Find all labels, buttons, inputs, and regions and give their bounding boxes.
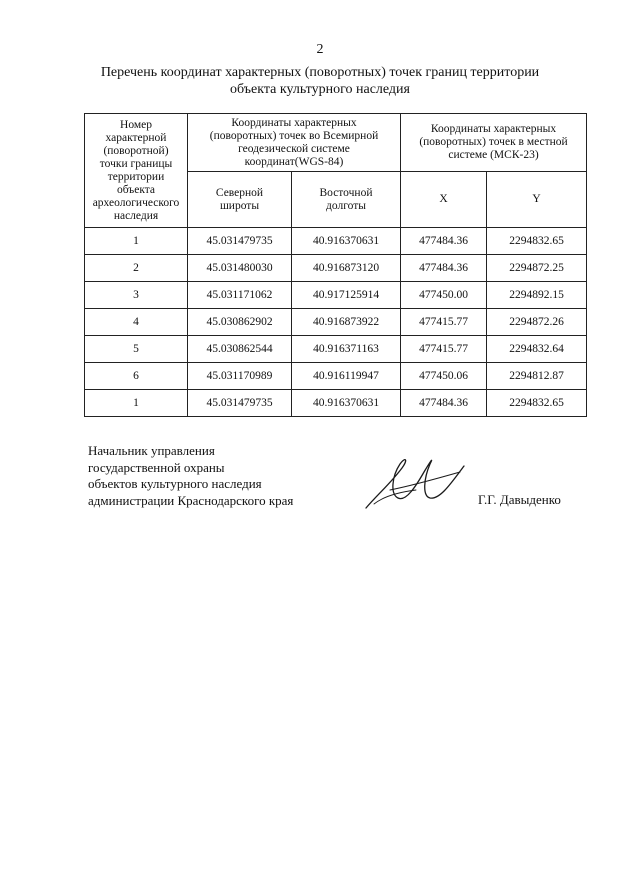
- header-text: наследия: [113, 209, 159, 222]
- header-text: территории: [107, 170, 165, 183]
- cell-longitude: 40.917125914: [292, 282, 401, 309]
- signer-name: Г.Г. Давыденко: [478, 492, 561, 507]
- header-x: X: [401, 172, 487, 228]
- cell-latitude: 45.031479735: [188, 228, 292, 255]
- cell-point-number: 2: [85, 255, 188, 282]
- header-text: археологического: [92, 196, 180, 209]
- cell-longitude: 40.916119947: [292, 363, 401, 390]
- cell-y: 2294832.65: [487, 228, 587, 255]
- table-row: [85, 390, 587, 417]
- cell-latitude: 45.031170989: [188, 363, 292, 390]
- cell-latitude: 45.031479735: [188, 390, 292, 417]
- table-row: [85, 336, 587, 363]
- header-text: Координаты характерных: [430, 123, 557, 135]
- cell-x: 477415.77: [401, 309, 487, 336]
- cell-x: 477450.06: [401, 363, 487, 390]
- cell-point-number: 1: [85, 228, 188, 255]
- coordinates-table: [84, 113, 587, 417]
- cell-longitude: 40.916371163: [292, 336, 401, 363]
- position-line: объектов культурного наследия: [88, 476, 262, 491]
- header-text: Номер: [120, 118, 152, 131]
- table-row: [85, 363, 587, 390]
- header-text: координат(WGS-84): [244, 155, 344, 168]
- position-line: Начальник управления: [88, 443, 215, 458]
- cell-point-number: 1: [85, 390, 188, 417]
- header-text: долготы: [326, 199, 366, 212]
- header-longitude: [292, 172, 401, 228]
- header-text: объекта: [116, 183, 156, 196]
- table-row: [85, 282, 587, 309]
- header-y: Y: [487, 172, 587, 228]
- cell-longitude: 40.916873120: [292, 255, 401, 282]
- header-wgs84-group: [188, 114, 401, 172]
- cell-longitude: 40.916873922: [292, 309, 401, 336]
- cell-y: 2294872.25: [487, 255, 587, 282]
- table-row: [85, 228, 587, 255]
- header-text: (поворотных) точек во Всемирной: [209, 129, 379, 142]
- cell-y: 2294872.26: [487, 309, 587, 336]
- cell-x: 477484.36: [401, 255, 487, 282]
- cell-latitude: 45.030862902: [188, 309, 292, 336]
- cell-longitude: 40.916370631: [292, 228, 401, 255]
- header-text: (поворотной): [103, 144, 169, 157]
- cell-x: 477450.00: [401, 282, 487, 309]
- cell-latitude: 45.030862544: [188, 336, 292, 363]
- header-msk23-group: [401, 114, 587, 172]
- cell-y: 2294812.87: [487, 363, 587, 390]
- title-line-2: объекта культурного наследия: [230, 82, 410, 97]
- title-line-1: Перечень координат характерных (поворотных) точек границ территории: [100, 65, 540, 80]
- document-title: [60, 64, 580, 98]
- cell-x: 477484.36: [401, 390, 487, 417]
- cell-point-number: 5: [85, 336, 188, 363]
- header-latitude: [188, 172, 292, 228]
- page-number: 2: [316, 42, 324, 57]
- header-text: Северной: [215, 186, 264, 199]
- header-text: широты: [219, 199, 260, 212]
- cell-point-number: 6: [85, 363, 188, 390]
- cell-y: 2294832.65: [487, 390, 587, 417]
- cell-point-number: 4: [85, 309, 188, 336]
- cell-x: 477484.36: [401, 228, 487, 255]
- handwritten-signature: [360, 446, 470, 516]
- cell-y: 2294892.15: [487, 282, 587, 309]
- cell-latitude: 45.031171062: [188, 282, 292, 309]
- cell-y: 2294832.64: [487, 336, 587, 363]
- header-text: характерной: [105, 131, 167, 144]
- cell-x: 477415.77: [401, 336, 487, 363]
- header-text: геодезической системе: [238, 142, 350, 155]
- position-line: администрации Краснодарского края: [88, 492, 294, 508]
- cell-longitude: 40.916370631: [292, 390, 401, 417]
- header-text: (поворотных) точек в местной: [419, 136, 568, 148]
- header-text: точки границы: [99, 157, 173, 170]
- table-row: [85, 309, 587, 336]
- cell-latitude: 45.031480030: [188, 255, 292, 282]
- table-row: [85, 255, 587, 282]
- header-text: системе (МСК-23): [448, 149, 539, 161]
- signatory-position: [88, 443, 293, 509]
- header-text: Координаты характерных: [231, 116, 357, 129]
- position-line: государственной охраны: [88, 459, 225, 475]
- cell-point-number: 3: [85, 282, 188, 309]
- header-text: Восточной: [319, 186, 373, 199]
- header-point-number: [85, 114, 188, 228]
